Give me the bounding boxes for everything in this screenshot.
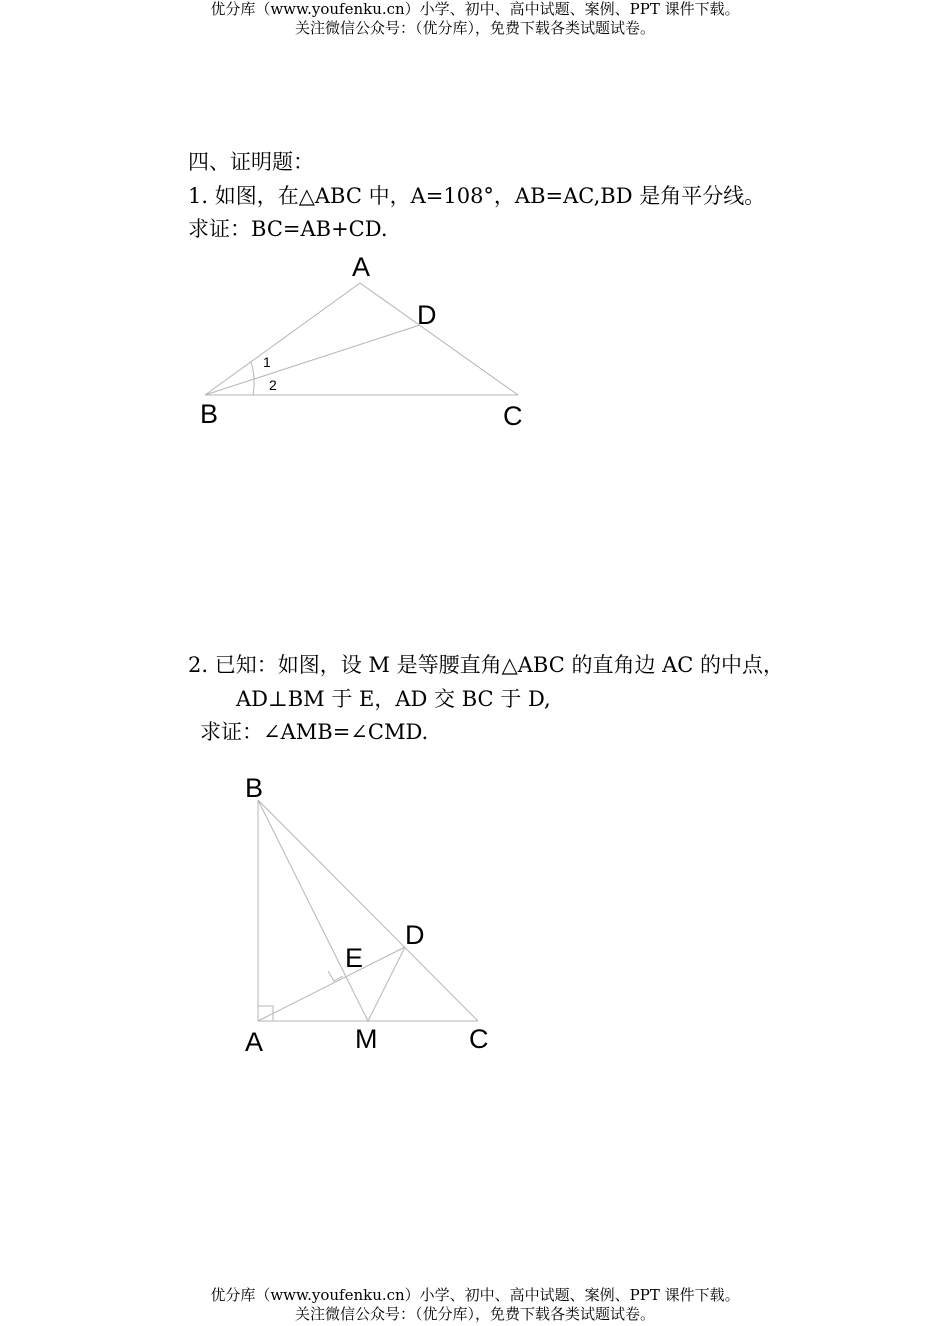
label-d: D bbox=[405, 920, 425, 950]
label-d: D bbox=[417, 300, 437, 330]
label-m: M bbox=[355, 1024, 378, 1054]
label-c: C bbox=[469, 1024, 489, 1054]
label-b: B bbox=[245, 773, 264, 803]
segment-md bbox=[368, 947, 405, 1021]
segment-bd bbox=[205, 325, 420, 395]
problem-1-prove: 求证：BC=AB+CD. bbox=[188, 217, 388, 241]
header-line-1: 优分库（www.youfenku.cn）小学、初中、高中试题、案例、PPT 课件下载。 bbox=[210, 0, 740, 18]
figure-1 bbox=[200, 252, 523, 431]
label-angle-2: 2 bbox=[269, 377, 277, 393]
label-b: B bbox=[200, 399, 219, 429]
problem-2-statement: 2. 已知：如图，设 M 是等腰直角△ABC 的直角边 AC 的中点， bbox=[188, 653, 785, 677]
segment-bc bbox=[258, 800, 478, 1021]
problem-2-statement-continued: AD⊥BM 于 E，AD 交 BC 于 D, bbox=[236, 687, 551, 711]
footer-line-2: 关注微信公众号：（优分库），免费下载各类试题试卷。 bbox=[294, 1305, 655, 1323]
header-line-2: 关注微信公众号：（优分库），免费下载各类试题试卷。 bbox=[294, 19, 655, 37]
footer-line-1: 优分库（www.youfenku.cn）小学、初中、高中试题、案例、PPT 课件下载。 bbox=[210, 1286, 740, 1304]
segment-ab bbox=[205, 283, 360, 395]
problem-2-prove: 求证：∠AMB=∠CMD. bbox=[200, 720, 429, 744]
label-angle-1: 1 bbox=[263, 354, 271, 370]
right-angle-mark-a bbox=[258, 1006, 273, 1021]
problem-1-statement: 1. 如图，在△ABC 中，A=108°，AB=AC,BD 是角平分线。 bbox=[188, 184, 766, 208]
label-a: A bbox=[245, 1027, 264, 1057]
segment-ad bbox=[258, 947, 405, 1021]
segment-ac bbox=[360, 283, 518, 395]
label-c: C bbox=[503, 401, 523, 431]
segment-bm bbox=[258, 800, 368, 1021]
angle-arc-b bbox=[251, 362, 254, 395]
label-e: E bbox=[345, 943, 364, 973]
label-a: A bbox=[352, 252, 371, 282]
section-title: 四、证明题： bbox=[188, 150, 314, 174]
figure-2 bbox=[245, 773, 489, 1057]
